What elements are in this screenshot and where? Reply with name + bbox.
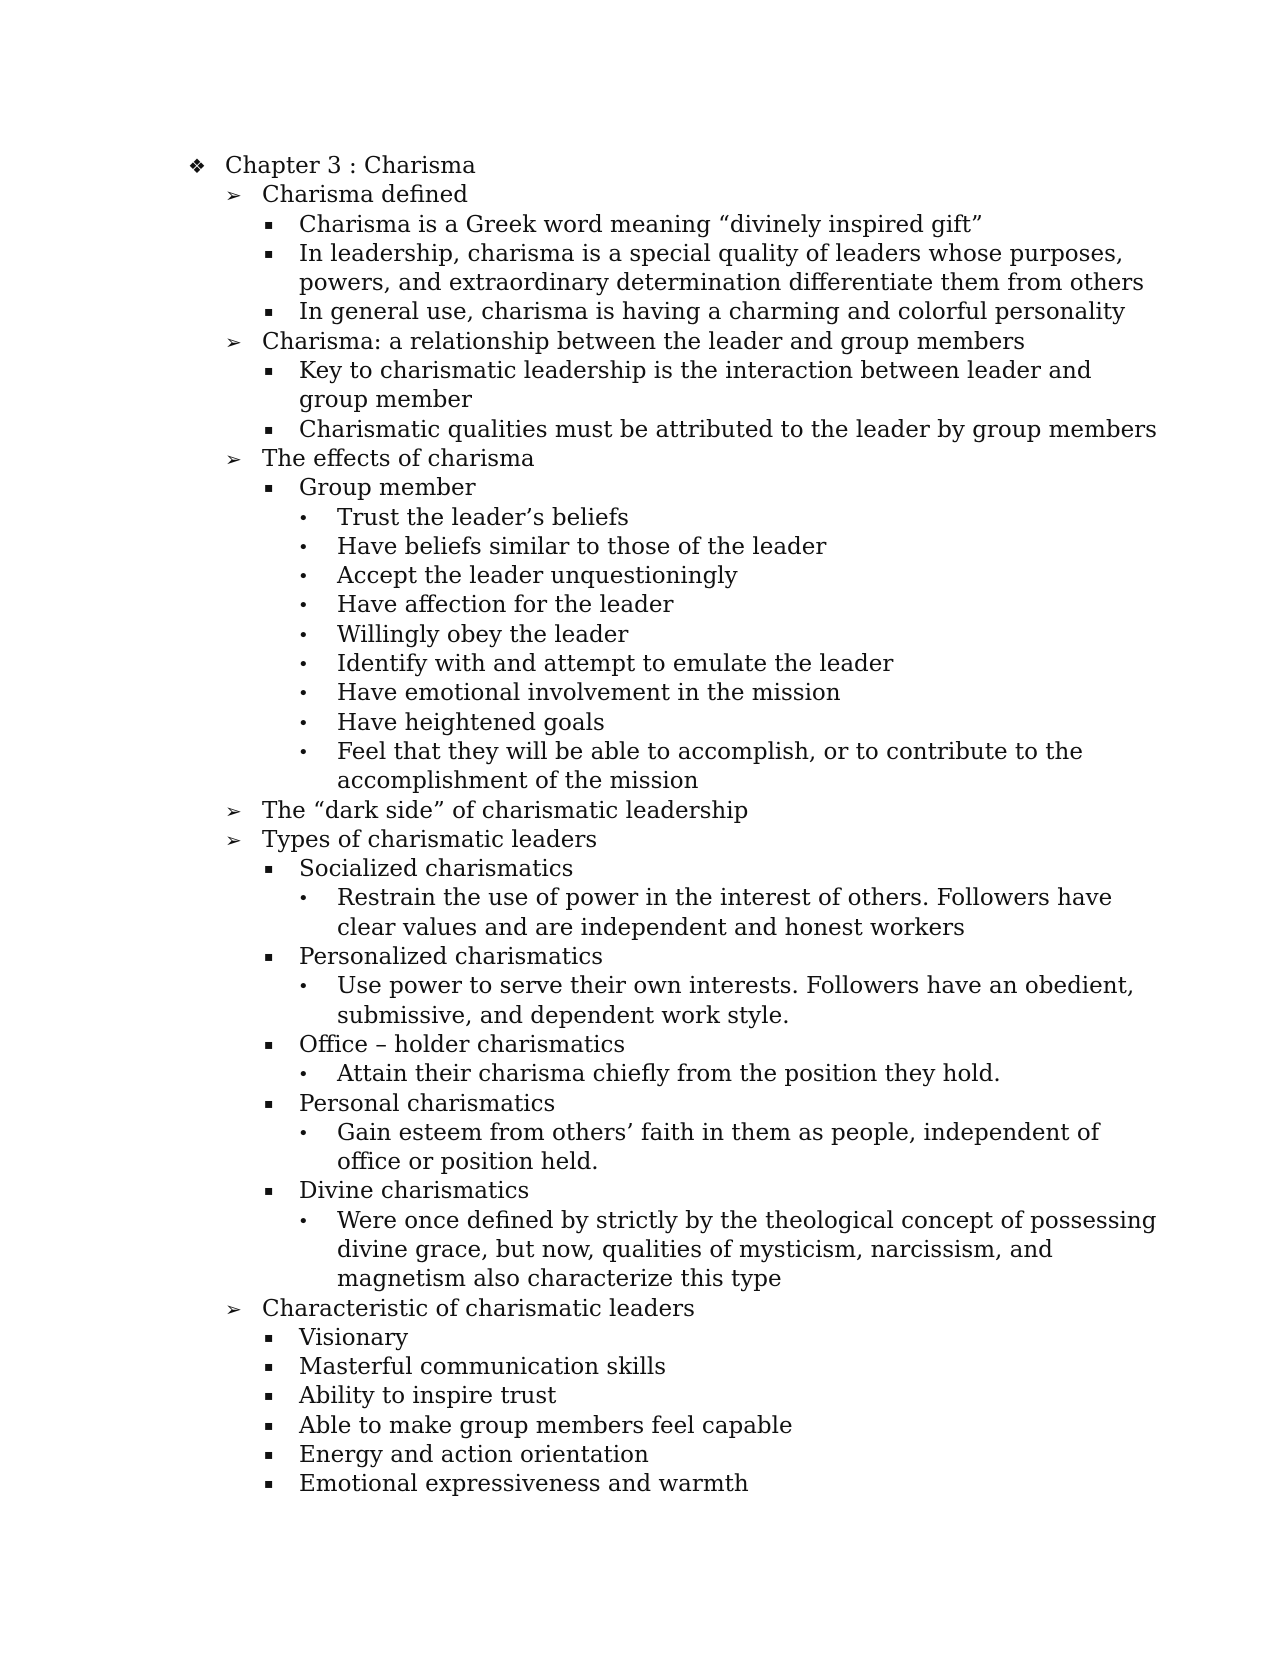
list-item-text: Able to make group members feel capable: [299, 1412, 793, 1439]
sub-list-item-text: Have heightened goals: [337, 709, 605, 736]
list-item: [0, 1441, 1280, 1470]
dot-bullet-icon: •: [298, 566, 309, 588]
arrow-bullet-icon: ➢: [225, 798, 242, 823]
arrow-bullet-icon: ➢: [225, 329, 242, 354]
sub-list-item-text: accomplishment of the mission: [337, 768, 699, 795]
list-item: [0, 1382, 1280, 1411]
list-item: [0, 855, 1280, 884]
sub-list-item-continuation: [0, 767, 1280, 796]
section-heading: Characteristic of charismatic leaders: [262, 1295, 695, 1322]
sub-list-item: [0, 504, 1280, 533]
square-bullet-icon: ▪: [264, 1476, 274, 1493]
sub-list-item-text: Have beliefs similar to those of the leader: [337, 533, 827, 560]
sub-list-item-text: Gain esteem from others’ faith in them as people, independent of: [337, 1119, 1100, 1146]
sub-list-item-continuation: [0, 1236, 1280, 1265]
dot-bullet-icon: •: [298, 1210, 309, 1232]
square-bullet-icon: ▪: [264, 421, 274, 438]
sub-list-item-text: Were once defined by strictly by the theological concept of possessing: [337, 1207, 1157, 1234]
square-bullet-icon: ▪: [264, 1183, 274, 1200]
dot-bullet-icon: •: [298, 595, 309, 617]
list-item: [0, 1090, 1280, 1119]
dot-bullet-icon: •: [298, 624, 309, 646]
list-item-text: In leadership, charisma is a special quality of leaders whose purposes,: [299, 240, 1124, 267]
sub-list-item: [0, 1119, 1280, 1148]
square-bullet-icon: ▪: [264, 216, 274, 233]
list-item-text: Masterful communication skills: [299, 1354, 667, 1381]
arrow-bullet-icon: ➢: [225, 183, 242, 208]
chapter-title: Chapter 3 : Charisma: [225, 153, 476, 179]
sub-list-item-continuation: [0, 1265, 1280, 1294]
sub-list-item-text: Have affection for the leader: [337, 592, 674, 619]
list-item-text: group member: [299, 387, 472, 414]
dot-bullet-icon: •: [298, 683, 309, 705]
sub-list-item: [0, 591, 1280, 620]
sub-list-item-text: office or position held.: [337, 1149, 599, 1176]
square-bullet-icon: ▪: [264, 1036, 274, 1053]
arrow-bullet-icon: ➢: [225, 446, 242, 471]
sub-list-item-text: Feel that they will be able to accomplish, or to contribute to the: [337, 738, 1083, 765]
dot-bullet-icon: •: [298, 888, 309, 910]
sub-list-item: [0, 884, 1280, 913]
list-item-text: Divine charismatics: [299, 1178, 530, 1205]
square-bullet-icon: ▪: [264, 1417, 274, 1434]
sub-list-item-text: Identify with and attempt to emulate the leader: [337, 651, 894, 678]
dot-bullet-icon: •: [298, 976, 309, 998]
list-item: [0, 1324, 1280, 1353]
sub-list-item-text: clear values and are independent and honest workers: [337, 914, 965, 941]
list-item-text: Emotional expressiveness and warmth: [299, 1471, 749, 1498]
list-item-text: powers, and extraordinary determination differentiate them from others: [299, 270, 1145, 297]
list-item: [0, 1412, 1280, 1441]
list-item: [0, 474, 1280, 503]
square-bullet-icon: ▪: [264, 1388, 274, 1405]
square-bullet-icon: ▪: [264, 1095, 274, 1112]
sub-list-item: [0, 533, 1280, 562]
sub-list-item: [0, 972, 1280, 1001]
list-item-text: Group member: [299, 475, 476, 502]
section-relationship: [0, 328, 1280, 357]
sub-list-item-text: Trust the leader’s beliefs: [337, 504, 629, 531]
dot-bullet-icon: •: [298, 1122, 309, 1144]
section-effects: [0, 445, 1280, 474]
list-item-text: Socialized charismatics: [299, 856, 574, 883]
dot-bullet-icon: •: [298, 741, 309, 763]
list-item-text: Charisma is a Greek word meaning “divinely inspired gift”: [299, 211, 983, 238]
sub-list-item-text: Willingly obey the leader: [337, 621, 629, 648]
list-item: [0, 240, 1280, 269]
document-page: [0, 152, 1280, 1500]
square-bullet-icon: ▪: [264, 949, 274, 966]
list-item: [0, 298, 1280, 327]
diamond-bullet-icon: ❖: [188, 154, 206, 178]
sub-list-item-text: Accept the leader unquestioningly: [337, 563, 738, 590]
section-characteristics: [0, 1295, 1280, 1324]
section-types: [0, 826, 1280, 855]
section-heading: Charisma defined: [262, 182, 468, 209]
dot-bullet-icon: •: [298, 654, 309, 676]
list-item: [0, 943, 1280, 972]
sub-list-item-text: Attain their charisma chiefly from the position they hold.: [337, 1061, 1001, 1088]
dot-bullet-icon: •: [298, 507, 309, 529]
sub-list-item-text: submissive, and dependent work style.: [337, 1002, 790, 1029]
list-item-text: Personalized charismatics: [299, 944, 604, 971]
list-item-text: In general use, charisma is having a charming and colorful personality: [299, 299, 1126, 326]
dot-bullet-icon: •: [298, 536, 309, 558]
list-item: [0, 416, 1280, 445]
sub-list-item: [0, 1060, 1280, 1089]
square-bullet-icon: ▪: [264, 304, 274, 321]
list-item-continuation: [0, 269, 1280, 298]
sub-list-item-text: Restrain the use of power in the interest of others. Followers have: [337, 885, 1113, 912]
list-item-continuation: [0, 386, 1280, 415]
list-item: [0, 211, 1280, 240]
sub-list-item: [0, 562, 1280, 591]
list-item-text: Ability to inspire trust: [299, 1383, 557, 1410]
sub-list-item: [0, 621, 1280, 650]
section-heading: The “dark side” of charismatic leadership: [262, 797, 749, 824]
sub-list-item-continuation: [0, 914, 1280, 943]
section-dark-side: [0, 797, 1280, 826]
square-bullet-icon: ▪: [264, 861, 274, 878]
list-item-text: Key to charismatic leadership is the interaction between leader and: [299, 358, 1092, 385]
chapter-heading: [0, 152, 1280, 181]
list-item-text: Energy and action orientation: [299, 1442, 649, 1469]
section-heading: Types of charismatic leaders: [262, 826, 598, 853]
sub-list-item: [0, 738, 1280, 767]
section-charisma-defined: [0, 181, 1280, 210]
square-bullet-icon: ▪: [264, 1329, 274, 1346]
square-bullet-icon: ▪: [264, 1447, 274, 1464]
sub-list-item: [0, 679, 1280, 708]
dot-bullet-icon: •: [298, 1064, 309, 1086]
sub-list-item-text: Have emotional involvement in the mission: [337, 680, 841, 707]
dot-bullet-icon: •: [298, 712, 309, 734]
sub-list-item-text: divine grace, but now, qualities of mysticism, narcissism, and: [337, 1236, 1053, 1263]
list-item: [0, 1031, 1280, 1060]
arrow-bullet-icon: ➢: [225, 1296, 242, 1321]
list-item-text: Charismatic qualities must be attributed to the leader by group members: [299, 416, 1157, 443]
list-item: [0, 1353, 1280, 1382]
square-bullet-icon: ▪: [264, 1359, 274, 1376]
sub-list-item: [0, 709, 1280, 738]
list-item: [0, 1470, 1280, 1499]
sub-list-item-text: magnetism also characterize this type: [337, 1266, 782, 1293]
sub-list-item-text: Use power to serve their own interests. Followers have an obedient,: [337, 973, 1135, 1000]
section-heading: The effects of charisma: [262, 445, 535, 472]
list-item: [0, 357, 1280, 386]
square-bullet-icon: ▪: [264, 245, 274, 262]
list-item-text: Office – holder charismatics: [299, 1031, 626, 1058]
sub-list-item-continuation: [0, 1002, 1280, 1031]
list-item: [0, 1177, 1280, 1206]
section-heading: Charisma: a relationship between the leader and group members: [262, 328, 1026, 355]
arrow-bullet-icon: ➢: [225, 827, 242, 852]
sub-list-item: [0, 1207, 1280, 1236]
list-item-text: Personal charismatics: [299, 1090, 556, 1117]
square-bullet-icon: ▪: [264, 480, 274, 497]
list-item-text: Visionary: [299, 1324, 409, 1351]
square-bullet-icon: ▪: [264, 363, 274, 380]
sub-list-item-continuation: [0, 1148, 1280, 1177]
sub-list-item: [0, 650, 1280, 679]
